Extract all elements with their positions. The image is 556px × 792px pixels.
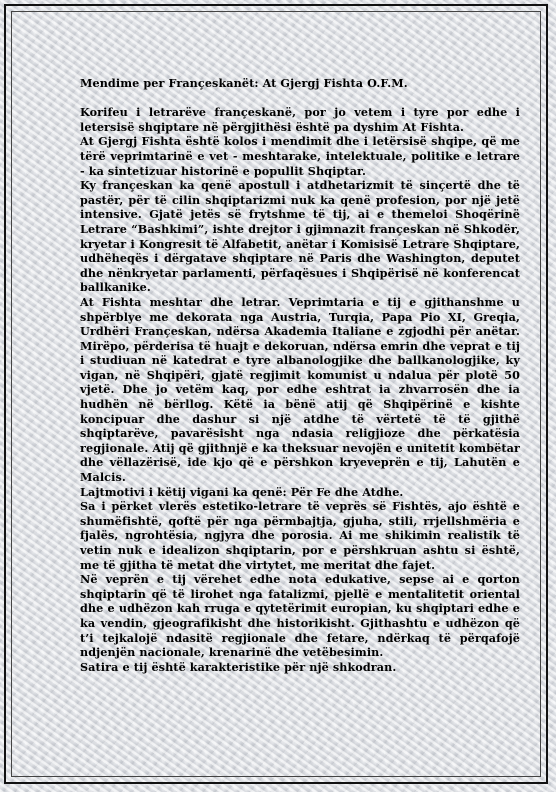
paragraph: Lajtmotivi i këtij vigani ka qenë: Për Fe dhe Atdhe. bbox=[80, 484, 404, 499]
paragraph: At Gjergj Fishta është kolos i mendimit dhe i letërsisë shqipe, që me tërë veprimtarinë e vet - meshtarake, intelektuale, politike e letrare - ka sintetizuar historinë e popullit Shqiptar. bbox=[80, 134, 520, 178]
paragraph: Në veprën e tij vërehet edhe nota edukative, sepse ai e qorton shqiptarin që të lirohet nga fatalizmi, pjellë e mentalitetit oriental dhe e udhëzon kah rruga e qytetërimit europian, ku shqiptari edhe e ka vendin, gjeografikisht dhe historikisht. Gjithashtu e udhëzon që t’i tejkalojë ndasitë regjionale dhe fetare, ndërkaq të përqafojë ndjenjën nacionale, krenarinë dhe vetëbesimin. bbox=[80, 572, 520, 660]
document-body bbox=[80, 76, 520, 674]
document-title: Mendime per Françeskanët: At Gjergj Fishta O.F.M. bbox=[80, 76, 408, 90]
paragraph: Sa i përket vlerës estetiko-letrare të veprës së Fishtës, ajo është e shumëfishtë, qoftë për nga përmbajtja, gjuha, stili, rrjellshmëria e fjalës, ngrohtësia, ngjyra dhe porosia. Ai me shikimin realistik të vetin nuk e idealizon shqiptarin, por e përshkruan ashtu si është, me të gjitha të metat dhe virtytet, me meritat dhe fajet. bbox=[80, 499, 520, 572]
paragraph: Ky françeskan ka qenë apostull i atdhetarizmit të sinçertë dhe të pastër, për të cilin shqiptarizmi nuk ka qenë profesion, por një jetë intensive. Gjatë jetës së frytshme të tij, ai e themeloi Shoqërinë Letrare “Bashkimi”, ishte drejtor i gjimnazit françeskan në Shkodër, kryetar i Kongresit të Alfabetit, anëtar i Komisisë Letrare Shqiptare, udhëheqës i dërgatave shqiptare në Paris dhe Washington, deputet dhe nënkryetar parlamenti, përfaqësues i Shqipërisë në konferencat ballkanike. bbox=[80, 178, 520, 295]
paragraph: Korifeu i letrarëve françeskanë, por jo vetem i tyre por edhe i letersisë shqiptare në përgjithësi është pa dyshim At Fishta. bbox=[80, 105, 520, 134]
paragraph: Satira e tij është karakteristike për një shkodran. bbox=[80, 659, 397, 674]
paragraph: At Fishta meshtar dhe letrar. Veprimtaria e tij e gjithanshme u shpërblye me dekorata nga Austria, Turqia, Papa Pio XI, Greqia, Urdhëri Françeskan, ndërsa Akademia Italiane e zgjodhi për anëtar. Mirëpo, përderisa të huajt e dekoruan, ndërsa emrin dhe veprat e tij i studiuan në katedrat e tyre albanologjike dhe ballkanologjike, ky vigan, në Shqipëri, gjatë regjimit komunist u ndalua për plotë 50 vjetë. Dhe jo vetëm kaq, por edhe eshtrat ia zhvarrosën dhe ia hudhën në bërllog. Këtë ia bënë atij që Shqipërinë e kishte koncipuar dhe dashur si një atdhe të vërtetë të të gjithë shqiptarëve, pavarësisht nga ndasia religjioze dhe përkatësia regjionale. Atij që gjithnjë e ka theksuar nevojën e unitetit kombëtar dhe vëllazërisë, ide kjo që e përshkon kryeveprën e tij, Lahutën e Malcis. bbox=[80, 294, 520, 485]
